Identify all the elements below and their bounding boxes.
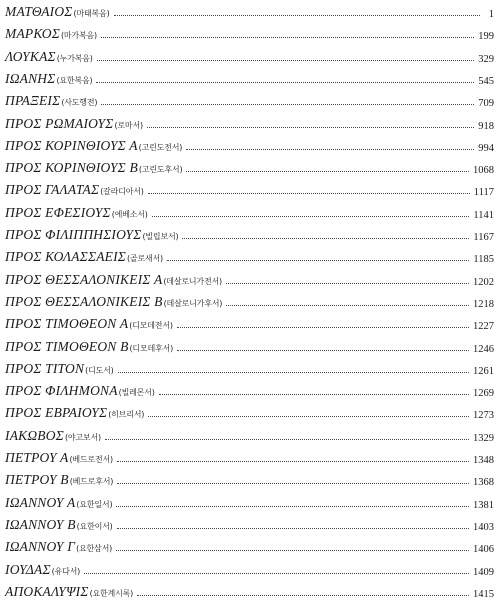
- toc-entry: [5, 22, 494, 42]
- toc-entry: [5, 401, 494, 421]
- book-korean-title: (디모데후서): [129, 343, 173, 353]
- book-greek-title: ΠΡΟΣ ΤΙΜΟΘΕΟΝ Α: [5, 316, 129, 332]
- book-greek-title: ΑΠΟΚΑΛΥΨΙΣ: [5, 583, 89, 599]
- toc-entry-title: [5, 272, 222, 288]
- dot-leader: [114, 15, 481, 16]
- page-number: 329: [478, 53, 494, 65]
- dot-leader: [84, 573, 469, 574]
- dot-leader: [137, 595, 469, 596]
- book-korean-title: (데살로니가후서): [163, 298, 223, 308]
- book-korean-title: (히브리서): [108, 410, 145, 420]
- book-greek-title: ΠΕΤΡΟΥ Α: [5, 450, 69, 465]
- dot-leader: [177, 327, 469, 328]
- dot-leader: [152, 216, 470, 217]
- toc-entry-title: [5, 405, 144, 421]
- toc-entry: [5, 357, 494, 377]
- book-korean-title: (베드로전서): [69, 455, 113, 464]
- dot-leader: [105, 439, 469, 440]
- book-greek-title: ΛΟΥΚΑΣ: [5, 48, 56, 64]
- page-number: 1185: [473, 254, 494, 266]
- book-greek-title: ΠΡΟΣ ΚΟΡΙΝΘΙΟΥΣ Β: [5, 160, 138, 176]
- toc-entry: [5, 156, 494, 176]
- toc-entry-title: [5, 383, 155, 399]
- toc-entry: [5, 491, 494, 511]
- dot-leader: [101, 37, 474, 38]
- page-number: 1273: [473, 410, 494, 422]
- dot-leader: [186, 149, 474, 150]
- book-korean-title: (요한계시록): [89, 588, 134, 598]
- book-korean-title: (마태복음): [73, 9, 110, 18]
- book-korean-title: (고린도전서): [138, 142, 183, 152]
- page-number: 994: [478, 142, 494, 154]
- toc-entry: [5, 580, 494, 600]
- toc-entry-title: [5, 49, 93, 65]
- page-number: 1368: [473, 477, 494, 489]
- dot-leader: [182, 238, 469, 239]
- book-greek-title: ΠΡΑΞΕΙΣ: [5, 93, 61, 109]
- toc-entry: [5, 513, 494, 533]
- dot-leader: [118, 372, 469, 373]
- dot-leader: [147, 127, 474, 128]
- page-number: 545: [478, 75, 494, 87]
- page-number: 1117: [473, 187, 494, 199]
- toc-entry-title: [5, 116, 143, 132]
- toc-entry-title: [5, 249, 163, 265]
- book-korean-title: (요한이서): [76, 521, 113, 531]
- dot-leader: [226, 305, 469, 306]
- page-number: 1218: [473, 298, 494, 310]
- page-number: 1246: [473, 343, 494, 355]
- page-number: 1141: [473, 209, 494, 221]
- page-number: 1409: [473, 566, 494, 578]
- page-number: 1202: [473, 276, 494, 288]
- book-greek-title: ΙΟΥΔΑΣ: [5, 561, 51, 577]
- book-greek-title: ΠΡΟΣ ΚΟΡΙΝΘΙΟΥΣ Α: [5, 137, 138, 153]
- toc-entry: [5, 535, 494, 555]
- toc-entry: [5, 446, 494, 466]
- book-korean-title: (빌레몬서): [118, 388, 155, 398]
- page-number: 1403: [473, 521, 494, 533]
- book-korean-title: (베드로후서): [69, 477, 114, 487]
- book-korean-title: (고린도후서): [138, 165, 183, 175]
- book-greek-title: ΠΕΤΡΟΥ Β: [5, 472, 69, 488]
- book-korean-title: (요한삼서): [76, 544, 113, 554]
- dot-leader: [97, 60, 475, 61]
- toc-entry: [5, 558, 494, 578]
- page-number: 1: [488, 9, 494, 20]
- dot-leader: [117, 483, 469, 484]
- book-korean-title: (디도서): [85, 365, 114, 375]
- book-korean-title: (데살로니가전서): [163, 276, 222, 286]
- book-korean-title: (골로새서): [127, 254, 163, 264]
- dot-leader: [177, 350, 469, 351]
- book-greek-title: ΠΡΟΣ ΦΙΛΗΜΟΝΑ: [5, 383, 118, 399]
- toc-entry: [5, 379, 494, 399]
- toc-entry-title: [5, 450, 113, 466]
- dot-leader: [226, 283, 469, 284]
- book-greek-title: ΠΡΟΣ ΦΙΛΙΠΠΗΣΙΟΥΣ: [5, 227, 142, 242]
- book-korean-title: (갈라디아서): [100, 187, 144, 197]
- dot-leader: [116, 506, 469, 507]
- toc-entry: [5, 468, 494, 488]
- page-number: 709: [478, 98, 494, 110]
- toc-entry: [5, 424, 494, 444]
- toc-entry-title: [5, 472, 113, 488]
- toc-entry: [5, 245, 494, 265]
- page-number: 1269: [473, 388, 494, 400]
- book-korean-title: (유다서): [51, 566, 81, 576]
- toc-entry: [5, 223, 494, 243]
- dot-leader: [117, 461, 469, 462]
- toc-entry-title: [5, 361, 114, 377]
- book-greek-title: ΙΩΑΝΗΣ: [5, 70, 56, 86]
- toc-entry-title: [5, 294, 222, 310]
- toc-entry: [5, 178, 494, 198]
- page-number: 1329: [473, 432, 494, 444]
- toc-entry-title: [5, 138, 182, 154]
- dot-leader: [148, 193, 470, 194]
- book-greek-title: ΠΡΟΣ ΤΙΜΟΘΕΟΝ Β: [5, 338, 129, 354]
- toc-entry-title: [5, 93, 97, 109]
- page-number: 1167: [473, 232, 494, 243]
- page-number: 1406: [473, 544, 494, 556]
- book-greek-title: ΠΡΟΣ ΤΙΤΟΝ: [5, 360, 85, 376]
- dot-leader: [159, 394, 469, 395]
- toc-entry-title: [5, 539, 112, 555]
- page-number: 1068: [473, 165, 494, 177]
- book-greek-title: ΜΑΤΘΑΙΟΣ: [5, 4, 73, 19]
- dot-leader: [186, 171, 469, 172]
- book-korean-title: (마가복음): [60, 31, 97, 41]
- toc-entry-title: [5, 428, 101, 444]
- book-korean-title: (누가복음): [56, 53, 93, 63]
- toc-entry: [5, 335, 494, 355]
- book-greek-title: ΙΑΚΩΒΟΣ: [5, 427, 64, 443]
- toc-entry: [5, 201, 494, 221]
- toc-entry-title: [5, 160, 182, 176]
- book-greek-title: ΙΩΑΝΝΟΥ Γ: [5, 539, 76, 555]
- page-number: 1415: [473, 588, 494, 600]
- toc-entry: [5, 312, 494, 332]
- toc-entry-title: [5, 517, 113, 533]
- book-korean-title: (요한일서): [76, 499, 113, 509]
- toc-entry: [5, 67, 494, 87]
- book-greek-title: ΠΡΟΣ ΕΒΡΑΙΟΥΣ: [5, 405, 108, 421]
- book-korean-title: (빌립보서): [142, 232, 179, 241]
- dot-leader: [117, 528, 469, 529]
- toc-entry-title: [5, 71, 92, 87]
- book-korean-title: (디모데전서): [129, 321, 173, 331]
- book-greek-title: ΠΡΟΣ ΕΦΕΣΙΟΥΣ: [5, 204, 111, 220]
- dot-leader: [101, 104, 474, 105]
- book-korean-title: (사도행전): [61, 98, 98, 108]
- toc-entry-title: [5, 4, 110, 20]
- book-greek-title: ΙΩΑΝΝΟΥ Β: [5, 516, 76, 532]
- page-number: 1227: [473, 321, 494, 333]
- toc-entry-title: [5, 227, 178, 243]
- book-korean-title: (요한복음): [56, 75, 93, 85]
- toc-entry-title: [5, 495, 112, 511]
- toc-entry: [5, 290, 494, 310]
- book-greek-title: ΠΡΟΣ ΘΕΣΣΑΛΟΝΙΚΕΙΣ Α: [5, 271, 163, 287]
- page-number: 199: [478, 31, 494, 43]
- dot-leader: [148, 416, 469, 417]
- toc-entry: [5, 0, 494, 20]
- toc-entry-title: [5, 339, 173, 355]
- toc-entry-title: [5, 26, 97, 42]
- toc-entry-title: [5, 584, 133, 600]
- toc-entry-title: [5, 182, 144, 198]
- book-korean-title: (로마서): [114, 120, 143, 130]
- book-greek-title: ΠΡΟΣ ΓΑΛΑΤΑΣ: [5, 182, 100, 198]
- book-korean-title: (야고보서): [64, 432, 101, 442]
- book-greek-title: ΠΡΟΣ ΡΩΜΑΙΟΥΣ: [5, 115, 114, 131]
- dot-leader: [116, 550, 469, 551]
- toc-entry: [5, 45, 494, 65]
- book-greek-title: ΠΡΟΣ ΘΕΣΣΑΛΟΝΙΚΕΙΣ Β: [5, 293, 163, 309]
- dot-leader: [96, 82, 474, 83]
- page-number: 1381: [473, 499, 494, 511]
- book-greek-title: ΠΡΟΣ ΚΟΛΑΣΣΑΕΙΣ: [5, 249, 127, 265]
- page-number: 1261: [473, 365, 494, 377]
- book-korean-title: (에베소서): [111, 209, 148, 219]
- toc-entry-title: [5, 562, 80, 578]
- toc-entry: [5, 268, 494, 288]
- toc-entry-title: [5, 316, 173, 332]
- toc-entry-title: [5, 205, 148, 221]
- toc-entry: [5, 89, 494, 109]
- page-number: 918: [478, 120, 494, 132]
- toc-entry: [5, 134, 494, 154]
- dot-leader: [167, 260, 469, 261]
- page-number: 1348: [473, 455, 494, 466]
- book-greek-title: ΙΩΑΝΝΟΥ Α: [5, 494, 76, 510]
- toc-entry: [5, 112, 494, 132]
- book-greek-title: ΜΑΡΚΟΣ: [5, 26, 60, 42]
